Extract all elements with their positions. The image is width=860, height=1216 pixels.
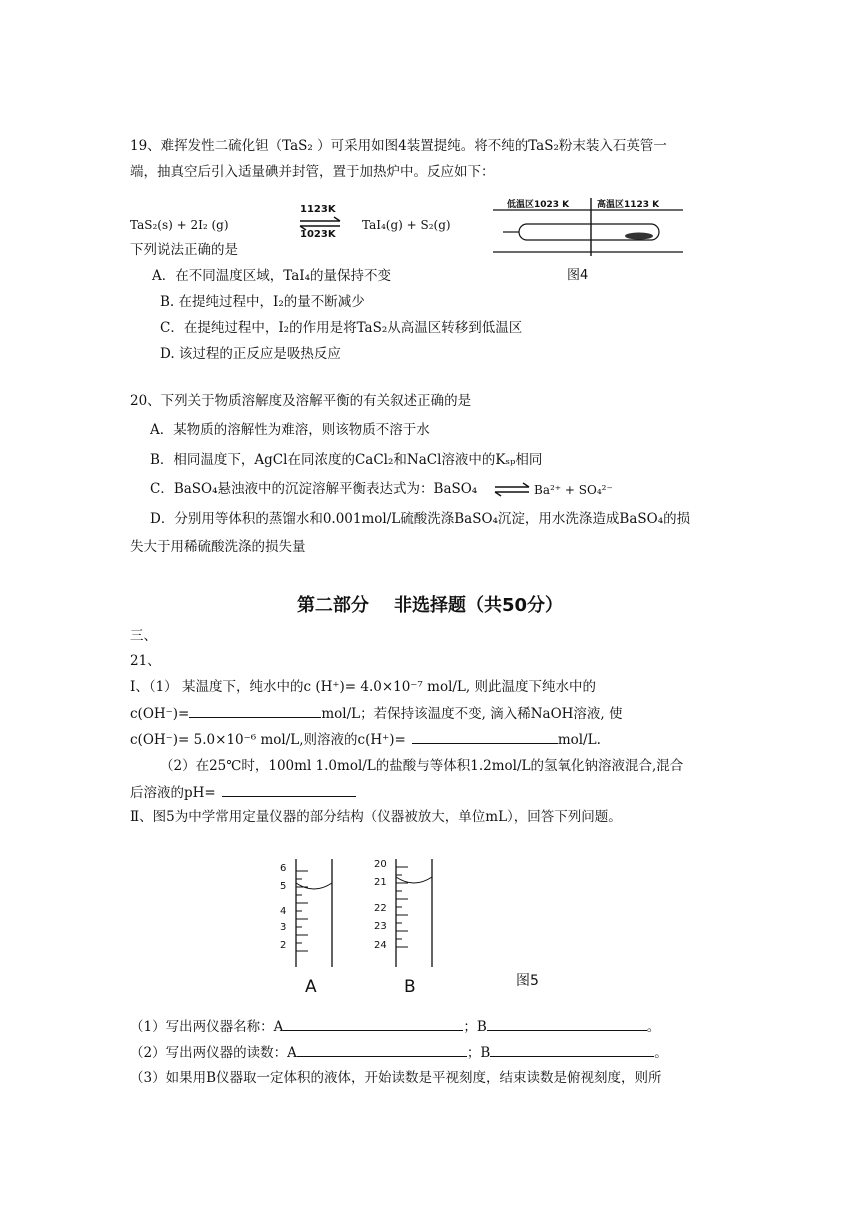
fig5-caption: 图5	[516, 973, 539, 989]
q19-line2: 端，抽真空后引入适量碘并封管，置于加热炉中。反应如下：	[130, 164, 495, 180]
figB-tick: 22	[374, 903, 387, 914]
figA-tick: 6	[280, 863, 287, 874]
fig4-high-zone-label: 高温区1123 K	[597, 200, 660, 210]
q21-i1-line3-a: c(OH⁻)= 5.0×10⁻⁶ mol/L,则溶液的c(H⁺)=	[130, 732, 406, 748]
answer-blank-h[interactable]	[412, 729, 558, 744]
q19-option-d: D. 该过程的正反应是吸热反应	[160, 346, 341, 362]
part2-title: 第二部分 非选择题（共50分）	[296, 595, 564, 616]
q21-ii-q2-a: （2）写出两仪器的读数：A	[130, 1045, 297, 1061]
q21-ii-line: Ⅱ、图5为中学常用定量仪器的部分结构（仪器被放大，单位mL），回答下列问题。	[130, 809, 622, 825]
q19-option-c: C．在提纯过程中，I₂的作用是将TaS₂从高温区转移到低温区	[160, 320, 523, 336]
answer-blank-name-b[interactable]	[487, 1016, 647, 1031]
q21-i1-line2-a: c(OH⁻)=	[130, 706, 190, 722]
figure-5	[270, 855, 570, 1005]
q20-option-d-line2: 失大于用稀硫酸洗涤的损失量	[130, 539, 306, 555]
q21-ii-q2	[130, 1042, 668, 1063]
figB-tick: 23	[374, 921, 387, 932]
q20-option-b: B．相同温度下，AgCl在同浓度的CaCl₂和NaCl溶液中的Kₛₚ相同	[150, 452, 543, 468]
q21-ii-q2-b: ；B	[466, 1045, 491, 1061]
figA-tick: 3	[280, 922, 287, 933]
answer-blank-reading-b[interactable]	[490, 1042, 654, 1057]
q21-i2-line1: （2）在25℃时，100ml 1.0mol/L的盐酸与等体积1.2mol/L的氢氧化钠溶液混合,混合	[160, 758, 684, 774]
q20-option-a: A．某物质的溶解性为难溶，则该物质不溶于水	[150, 422, 430, 438]
q19-option-a: A．在不同温度区域，TaI₄的量保持不变	[152, 268, 391, 284]
figA-tick: 2	[280, 940, 287, 951]
q21-ii-q1	[130, 1016, 660, 1037]
q21-i1-line1: Ⅰ、（1） 某温度下，纯水中的c (H⁺)= 4.0×10⁻⁷ mol/L, 则此温度下纯水中的	[130, 679, 596, 695]
q21-ii-q2-end: 。	[654, 1045, 668, 1061]
figure-4	[493, 194, 683, 256]
q19-eq-bottom: 1023K	[300, 229, 336, 240]
figB-tick: 21	[374, 877, 387, 888]
q21-i1-line2-b: mol/L；若保持该温度不变, 滴入稀NaOH溶液, 使	[321, 706, 623, 722]
q20-option-c-right: Ba²⁺ + SO₄²⁻	[534, 483, 613, 497]
section-label: 三、	[130, 628, 157, 644]
q21-i1-line3	[130, 729, 601, 750]
q21-i1-line2	[130, 703, 623, 724]
q21-i1-line3-b: mol/L.	[557, 732, 601, 748]
answer-blank-ph[interactable]	[222, 782, 356, 797]
q20-option-d-line1: D．分别用等体积的蒸馏水和0.001mol/L硫酸洗涤BaSO₄沉淀，用水洗涤造成BaSO₄的损	[150, 511, 691, 527]
q20-equilibrium-arrow	[492, 480, 532, 498]
fig4-caption: 图4	[567, 268, 589, 283]
q21-ii-q1-b: ；B	[463, 1019, 487, 1035]
q21-ii-q3: （3）如果用B仪器取一定体积的液体，开始读数是平视刻度，结束读数是俯视刻度，则所	[130, 1070, 662, 1086]
q19-line1: 19、难挥发性二硫化钽（TaS₂ ）可采用如图4装置提纯。将不纯的TaS₂粉末装入石英管一	[130, 138, 667, 154]
figB-tick: 24	[374, 940, 387, 951]
q19-eq-top: 1123K	[300, 204, 336, 215]
answer-blank-name-a[interactable]	[283, 1016, 463, 1031]
answer-blank-reading-a[interactable]	[297, 1042, 467, 1057]
q20-stem: 20、下列关于物质溶解度及溶解平衡的有关叙述正确的是	[130, 393, 472, 409]
q19-eq-left: TaS₂(s) + 2I₂ (g)	[130, 218, 229, 232]
figB-label: B	[404, 977, 416, 997]
figA-tick: 5	[280, 881, 287, 892]
q19-option-b: B. 在提纯过程中，I₂的量不断减少	[160, 294, 365, 310]
answer-blank-oh[interactable]	[189, 703, 321, 718]
q20-option-c-text: C．BaSO₄悬浊液中的沉淀溶解平衡表达式为：BaSO₄	[150, 481, 478, 497]
q19-eq-arrow	[296, 206, 344, 242]
q21-ii-q1-end: 。	[646, 1019, 661, 1035]
figA-tick: 4	[280, 906, 287, 917]
q19-eq-right: TaI₄(g) + S₂(g)	[362, 218, 451, 232]
q21-ii-q1-a: （1）写出两仪器名称：A	[130, 1019, 284, 1035]
q19-prompt: 下列说法正确的是	[130, 242, 238, 258]
q21-number: 21、	[130, 653, 161, 669]
q21-i2-line2	[130, 782, 356, 803]
q21-i2-line2-text: 后溶液的pH=	[130, 785, 216, 801]
double-arrow-icon	[492, 480, 532, 498]
figB-tick: 20	[374, 859, 387, 870]
figA-label: A	[305, 977, 317, 997]
fig4-low-zone-label: 低温区1023 K	[507, 200, 570, 210]
